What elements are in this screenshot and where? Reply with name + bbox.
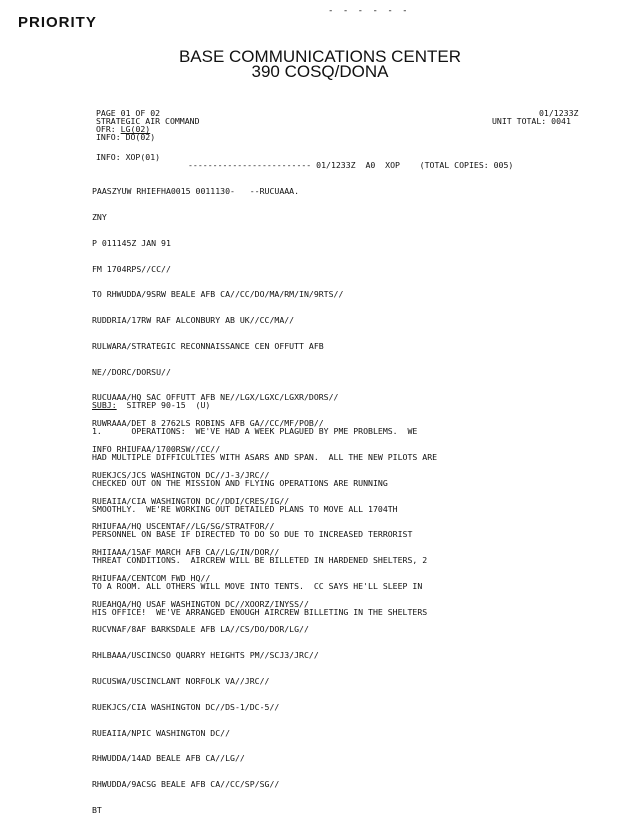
page-number: PAGE 01 OF 02 [96,108,161,118]
message-line: RUEKJCS/JCS WASHINGTON DC//J-3/JRC// [92,469,270,480]
command-name: STRATEGIC AIR COMMAND [96,116,200,126]
message-line: RUEKJCS/CIA WASHINGTON DC//DS-1/DC-5// [92,701,280,712]
message-line: RHWUDDA/14AD BEALE AFB CA//LG// [92,753,245,764]
message-line: RHIIAAA/15AF MARCH AFB CA//LG/IN/DOR// [92,547,280,558]
message-line: RUCUAAA/HQ SAC OFFUTT AFB NE//LGX/LGXC/LGXR/DORS// [92,392,339,403]
separator-line: ------------------------- 01/1233Z A0 XOP (TOTAL COPIES: 005) [188,160,514,170]
message-line: NE//DORC/DORSU// [92,366,171,377]
message-line: RUCUSWA/USCINCLANT NORFOLK VA//JRC// [92,676,270,687]
message-line: RHIUFAA/HQ USCENTAF//LG/SG/STRATFOR// [92,521,275,532]
message-line: P 011145Z JAN 91 [92,237,171,248]
message-line: RUEAIIA/NPIC WASHINGTON DC// [92,727,231,738]
subject-text: SITREP 90-15 (U) [116,400,211,410]
center-title: BASE COMMUNICATIONS CENTER [178,47,462,66]
body-line: TO A ROOM. ALL OTHERS WILL MOVE INTO TENTS. CC SAYS HE'LL SLEEP IN [92,580,423,591]
info-xop-line: INFO: XOP(01) [96,152,161,162]
body-line: THREAT CONDITIONS. AIRCREW WILL BE BILLETED IN HARDENED SHELTERS, 2 [92,555,428,566]
body-line: CHECKED OUT ON THE MISSION AND FLYING OPERATIONS ARE RUNNING [92,477,388,488]
message-line: BT [92,804,102,815]
body-line: HIS OFFICE! WE'VE ARRANGED ENOUGH AIRCREW BILLETING IN THE SHELTERS [92,606,428,617]
message-line: RUCVNAF/8AF BARKSDALE AFB LA//CS/DO/DOR/LG// [92,624,309,635]
top-mark: - - - - - - [328,6,410,16]
message-line: RUEAIIA/CIA WASHINGTON DC//DDI/CRES/IG// [92,495,290,506]
message-line: TO RHWUDDA/9SRW BEALE AFB CA//CC/DO/MA/RM/IN/9RTS// [92,289,344,300]
priority-stamp: PRIORITY [18,14,97,31]
subject-line [92,401,210,410]
message-line: ZNY [92,211,107,222]
message-line: RUWRAAA/DET 8 2762LS ROBINS AFB GA//CC/MF/POB// [92,418,324,429]
message-line: RULWARA/STRATEGIC RECONNAISSANCE CEN OFFUTT AFB [92,340,324,351]
message-line: INFO RHIUFAA/1700RSW//CC// [92,444,221,454]
body-line: PERSONNEL ON BASE IF DIRECTED TO DO SO DUE TO INCREASED TERRORIST [92,529,413,540]
body-line: HAD MULTIPLE DIFFICULTIES WITH ASARS AND SPAN. ALL THE NEW PILOTS ARE [92,451,438,462]
message-line: PAASZYUW RHIEFHA0015 0011130- --RUCUAAA. [92,186,300,197]
info-line [96,133,155,142]
ofr-value: LG(02) [120,124,151,134]
message-line: FM 1704RPS//CC// [92,263,171,274]
ofr-label: OFR: [96,124,121,134]
message-line: RHIUFAA/CENTCOM FWD HQ// [92,572,211,583]
message-line: RHWUDDA/9ACSG BEALE AFB CA//CC/SP/SG// [92,779,280,790]
center-subtitle: 390 COSQ/DONA [251,62,389,81]
message-line: RUEAHQA/HQ USAF WASHINGTON DC//XOORZ/INYSS// [92,598,309,609]
body-line: 1. OPERATIONS: WE'VE HAD A WEEK PLAGUED BY PME PROBLEMS. WE [92,426,418,437]
dtg: 01/1233Z [539,108,579,118]
unit-total: UNIT TOTAL: 0041 [492,116,571,126]
message-body [92,410,437,625]
subject-label: SUBJ: [92,400,117,410]
info-label: INFO: [96,132,126,142]
info-value: DO(02) [125,132,156,142]
body-line: SMOOTHLY. WE'RE WORKING OUT DETAILED PLANS TO MOVE ALL 1704TH [92,503,398,514]
message-line: RHLBAAA/USCINCSO QUARRY HEIGHTS PM//SCJ3/JRC// [92,650,319,661]
message-line: RUDDRIA/17RW RAF ALCONBURY AB UK//CC/MA// [92,315,295,326]
